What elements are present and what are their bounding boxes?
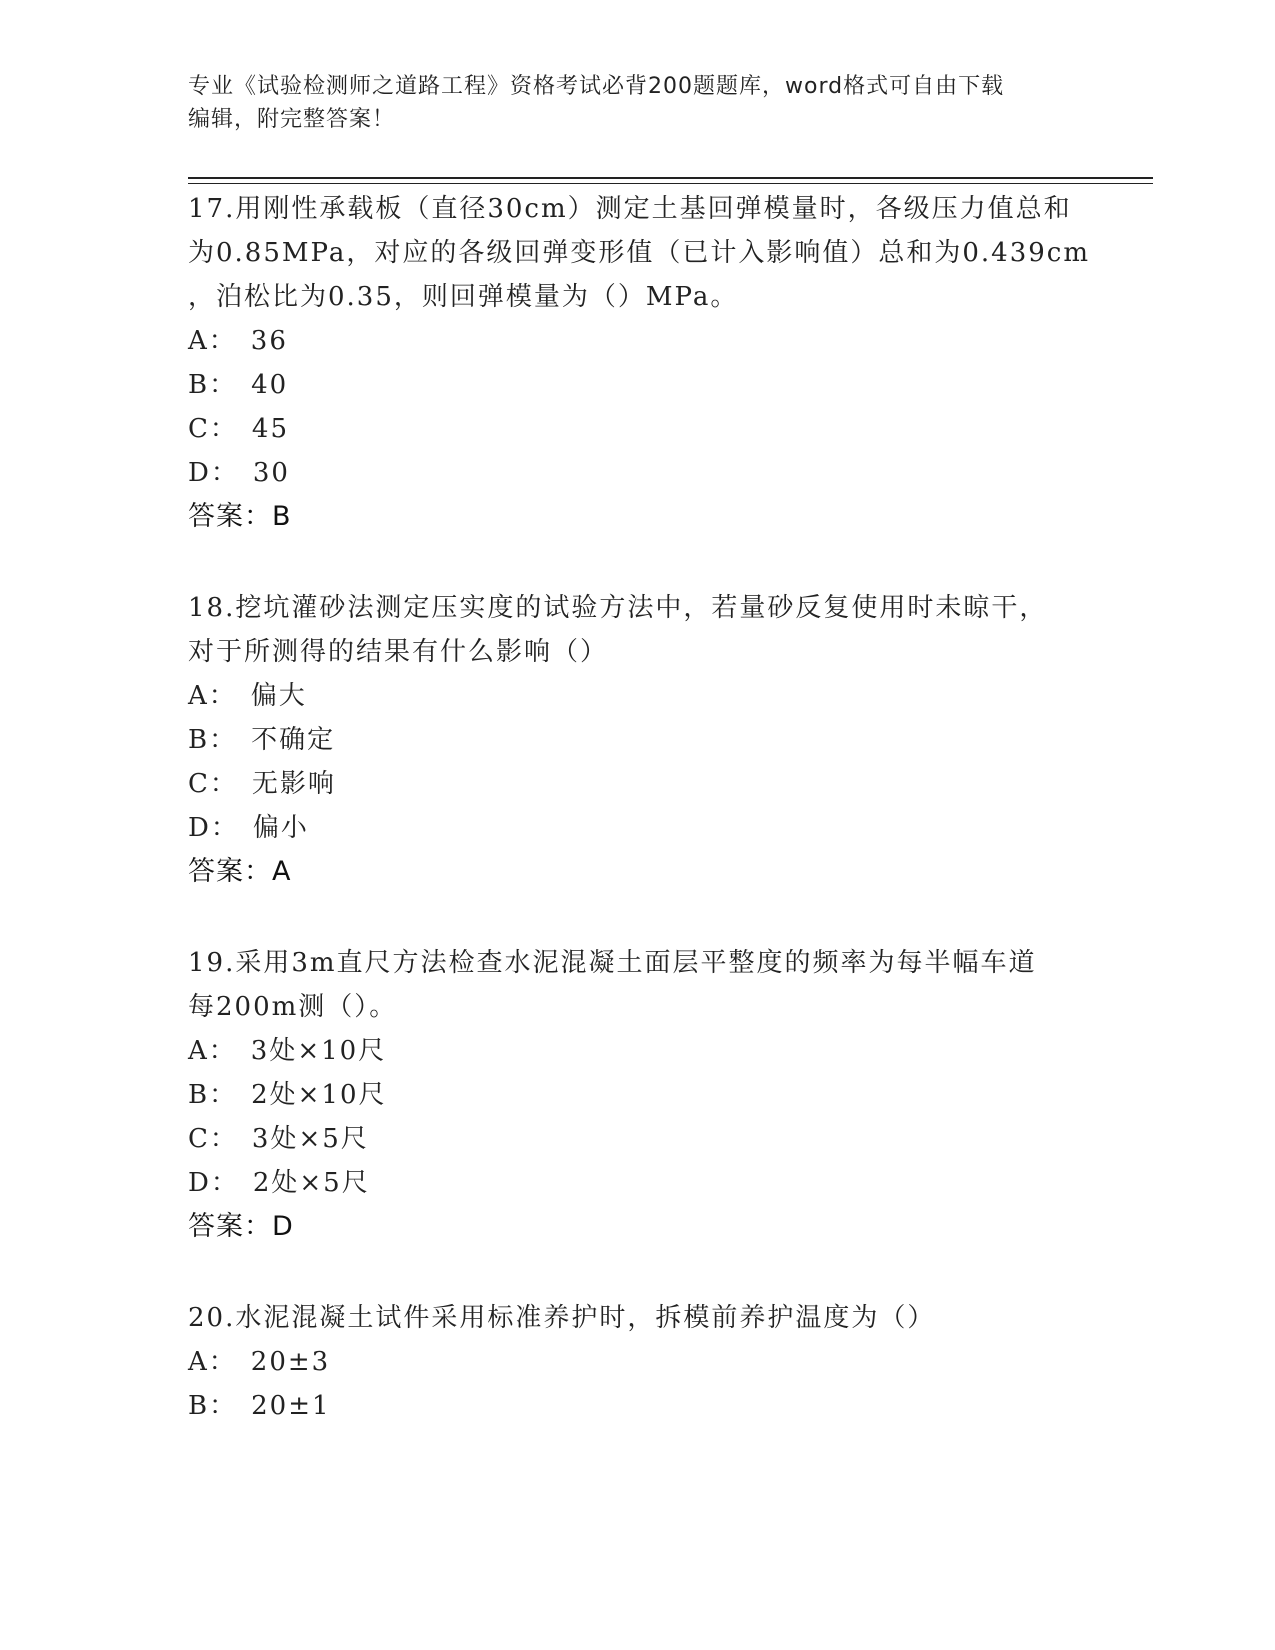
- option-b: [188, 722, 335, 758]
- question-stem-line: 18.挖坑灌砂法测定压实度的试验方法中，若量砂反复使用时未晾干，: [188, 593, 1048, 623]
- option-letter: C：: [188, 1124, 238, 1154]
- option-letter: D：: [188, 458, 239, 488]
- option-text: 3处×5尺: [251, 1124, 369, 1154]
- question-stem-line: 对于所测得的结果有什么影响（）: [188, 637, 609, 667]
- option-c: [188, 411, 289, 447]
- option-b: [188, 367, 288, 403]
- option-text: 20±3: [250, 1347, 331, 1377]
- question-stem-line: ，泊松比为0.35，则回弹模量为（）MPa。: [188, 282, 739, 312]
- option-d: [188, 455, 290, 491]
- question-stem-line: 每200m测（）。: [188, 992, 398, 1022]
- option-letter: D：: [188, 813, 239, 843]
- option-letter: B：: [188, 1080, 238, 1110]
- option-letter: D：: [188, 1168, 239, 1198]
- option-text: 2处×5尺: [252, 1168, 370, 1198]
- document-header: [188, 70, 1088, 136]
- option-text: 20±1: [251, 1391, 331, 1421]
- option-text: 不确定: [251, 725, 336, 755]
- option-a: [188, 1344, 330, 1380]
- option-text: 36: [250, 326, 288, 356]
- header-line-1: 专业《试验检测师之道路工程》资格考试必背200题题库，word格式可自由下载: [188, 74, 1005, 99]
- option-text: 40: [251, 370, 289, 400]
- option-d: [188, 810, 309, 846]
- option-letter: A：: [188, 1036, 237, 1066]
- option-c: [188, 1121, 369, 1157]
- option-a: [188, 323, 288, 359]
- answer-line: 答案：B: [188, 501, 292, 532]
- header-line-2: 编辑，附完整答案！: [188, 107, 396, 132]
- question-stem-line: 17.用刚性承载板（直径30cm）测定土基回弹模量时，各级压力值总和: [188, 194, 1072, 224]
- option-letter: B：: [188, 725, 238, 755]
- question-stem-line: 19.采用3m直尺方法检查水泥混凝土面层平整度的频率为每半幅车道: [188, 948, 1037, 978]
- option-text: 45: [251, 414, 289, 444]
- option-text: 偏小: [252, 813, 309, 843]
- option-letter: A：: [188, 326, 237, 356]
- option-letter: C：: [188, 414, 238, 444]
- option-text: 30: [252, 458, 290, 488]
- option-letter: A：: [188, 1347, 237, 1377]
- question-stem-line: 20.水泥混凝土试件采用标准养护时，拆模前养护温度为（）: [188, 1303, 936, 1333]
- answer-line: 答案：A: [188, 856, 292, 887]
- option-a: [188, 1033, 386, 1069]
- option-letter: B：: [188, 370, 238, 400]
- option-text: 偏大: [250, 681, 307, 711]
- option-text: 无影响: [251, 769, 336, 799]
- option-letter: A：: [188, 681, 237, 711]
- option-text: 2处×10尺: [251, 1080, 387, 1110]
- header-divider-thin: [188, 183, 1153, 184]
- option-c: [188, 766, 336, 802]
- option-a: [188, 678, 307, 714]
- option-letter: C：: [188, 769, 238, 799]
- option-b: [188, 1388, 331, 1424]
- option-d: [188, 1165, 370, 1201]
- option-text: 3处×10尺: [250, 1036, 387, 1066]
- header-divider-thick: [188, 177, 1153, 179]
- answer-line: 答案：D: [188, 1211, 294, 1242]
- question-stem-line: 为0.85MPa，对应的各级回弹变形值（已计入影响值）总和为0.439cm: [188, 238, 1090, 268]
- option-letter: B：: [188, 1391, 238, 1421]
- option-b: [188, 1077, 387, 1113]
